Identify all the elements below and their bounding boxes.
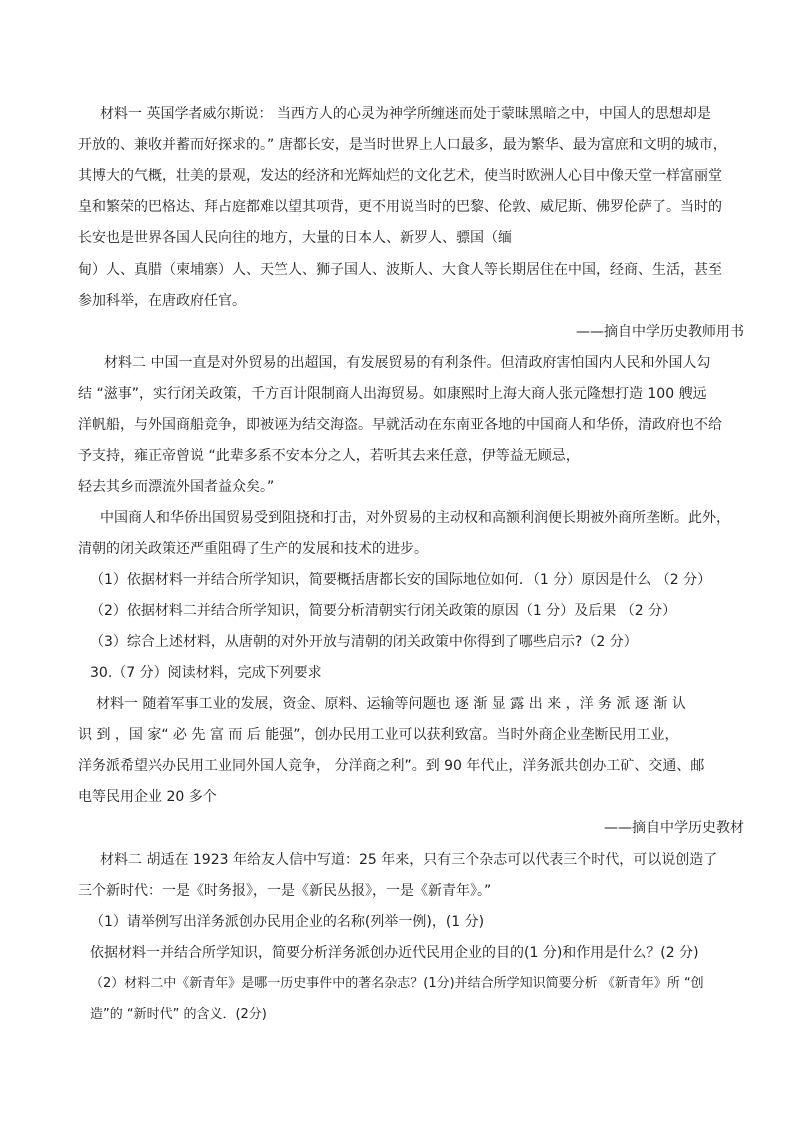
material1-line-4: 皇和繁荣的巴格达、拜占庭都难以望其项背，更不用说当时的巴黎、伦敦、威尼斯、佛罗伦萨了。当时的	[78, 199, 722, 215]
q30-material2-line-2: 三个新时代：一是《时务报》，一是《新民丛报》，一是《新青年》。”	[78, 883, 492, 899]
q30-material1-source: ——摘自中学历史教材	[604, 820, 744, 836]
material1-line-1: 材料一 英国学者威尔斯说： 当西方人的心灵为神学所缠迷而处于蒙昧黑暗之中，中国人的思想却是	[100, 106, 711, 122]
q30-question-1: （1）请举例写出洋务派创办民用企业的名称(列举一例)，(1 分)	[90, 914, 485, 930]
material2-line-6: 中国商人和华侨出国贸易受到阻挠和打击，对外贸易的主动权和高额利润便长期被外商所垄断。此外，	[100, 510, 730, 526]
material2-line-2: 结 “滋事”，实行闭关政策，千方百计限制商人出海贸易。如康熙时上海大商人张元隆想打造 100 艘远	[78, 386, 707, 402]
q30-question-2: （2）材料二中《新青年》是哪一历史事件中的著名杂志？(1分)并结合所学知识简要分析 《新青年》所 “创	[90, 976, 704, 991]
question1-2: （2）依据材料二并结合所学知识，简要分析清朝实行闭关政策的原因（1 分）及后果 （2 分）	[90, 603, 677, 619]
material2-line-5: 轻去其乡而漂流外国者益众矣。”	[78, 479, 275, 495]
q30-material1-line-1: 材料一 随着军事工业的发展，资金、原料、运输等问题也 逐 渐 显 露 出 来 ，洋 务 派 逐 渐 认	[96, 696, 686, 712]
material1-line-5: 长安也是世界各国人民向往的地方，大量的日本人、新罗人、骠国（缅	[78, 230, 512, 246]
material2-line-1: 材料二 中国一直是对外贸易的出超国，有发展贸易的有利条件。但清政府害怕国内人民和外国人勾	[104, 355, 711, 371]
question1-1: （1）依据材料一并结合所学知识，简要概括唐都长安的国际地位如何．（1 分）原因是什么 （2 分）	[90, 572, 712, 588]
question1-3: （3）综合上述材料，从唐朝的对外开放与清朝的闭关政策中你得到了哪些启示?（2 分）	[90, 634, 638, 650]
q30-question-2-cont: 造”的 “新时代” 的含义．(2分)	[90, 1007, 267, 1022]
q30-question-1-followup: 依据材料一并结合所学知识，简要分析洋务派创办近代民用企业的目的(1 分)和作用是什么？(2 分)	[90, 945, 699, 961]
q30-material2-line-1: 材料二 胡适在 1923 年给友人信中写道：25 年来，只有三个杂志可以代表三个时代，可以说创造了	[100, 852, 718, 868]
material1-line-2: 开放的、兼收并蓄而好探求的。” 唐都长安，是当时世界上人口最多，最为繁华、最为富庶和文明的城市，	[78, 137, 727, 153]
question30-heading: 30.（7 分）阅读材料，完成下列要求	[90, 665, 322, 681]
material1-line-7: 参加科举，在唐政府任官。	[78, 293, 246, 309]
material1-source: ——摘自中学历史教师用书	[576, 324, 744, 340]
material1-line-6: 甸）人、真腊（柬埔寨）人、天竺人、狮子国人、波斯人、大食人等长期居住在中国，经商、生活，甚至	[78, 262, 722, 278]
q30-material1-line-2: 识 到 ，国 家“ 必 先 富 而 后 能强”，创办民用工业可以获利致富。当时外商企业垄断民用工业，	[78, 727, 679, 743]
material2-line-7: 清朝的闭关政策还严重阻碍了生产的发展和技术的进步。	[78, 541, 428, 557]
material1-line-3: 其博大的气概，壮美的景观，发达的经济和光辉灿烂的文化艺术，使当时欧洲人心目中像天堂一样富丽堂	[78, 168, 722, 184]
material2-line-4: 予支持，雍正帝曾说 “此辈多系不安本分之人，若听其去来任意，伊等益无顾忌，	[78, 448, 580, 464]
material2-line-3: 洋帆船，与外国商船竞争，即被诬为结交海盗。早就活动在东南亚各地的中国商人和华侨，清政府也不给	[78, 417, 722, 433]
q30-material1-line-3: 洋务派希望兴办民用工业同外国人竞争， 分洋商之利”。到 90 年代止，洋务派共创办工矿、交通、邮	[78, 758, 705, 774]
q30-material1-line-4: 电等民用企业 20 多个	[78, 789, 217, 805]
